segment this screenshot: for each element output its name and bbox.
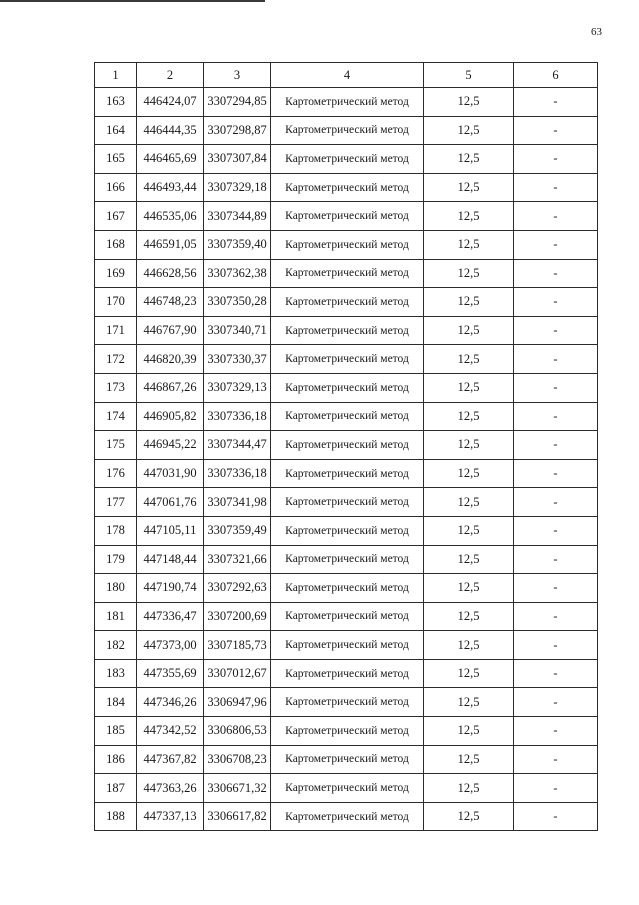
table-row: [95, 659, 598, 688]
x-coordinate-cell: 446748,23: [137, 288, 204, 317]
note-cell: -: [514, 459, 598, 488]
method-cell: Картометрический метод: [271, 88, 424, 117]
page-number: 63: [591, 26, 602, 38]
coordinates-table: [94, 62, 598, 831]
accuracy-cell: 12,5: [424, 288, 514, 317]
note-cell: -: [514, 745, 598, 774]
point-number-cell: 163: [95, 88, 137, 117]
accuracy-cell: 12,5: [424, 345, 514, 374]
y-coordinate-cell: 3307336,18: [204, 402, 271, 431]
table-row: [95, 688, 598, 717]
table-row: [95, 402, 598, 431]
x-coordinate-cell: 446867,26: [137, 373, 204, 402]
accuracy-cell: 12,5: [424, 774, 514, 803]
note-cell: -: [514, 202, 598, 231]
table-row: [95, 545, 598, 574]
y-coordinate-cell: 3306617,82: [204, 802, 271, 831]
y-coordinate-cell: 3307362,38: [204, 259, 271, 288]
method-cell: Картометрический метод: [271, 316, 424, 345]
x-coordinate-cell: 447373,00: [137, 631, 204, 660]
y-coordinate-cell: 3307330,37: [204, 345, 271, 374]
table-row: [95, 802, 598, 831]
x-coordinate-cell: 447363,26: [137, 774, 204, 803]
table-row: [95, 288, 598, 317]
y-coordinate-cell: 3307329,13: [204, 373, 271, 402]
x-coordinate-cell: 447061,76: [137, 488, 204, 517]
table-row: [95, 145, 598, 174]
table-body: [95, 88, 598, 831]
y-coordinate-cell: 3307329,18: [204, 173, 271, 202]
x-coordinate-cell: 446945,22: [137, 431, 204, 460]
note-cell: -: [514, 116, 598, 145]
accuracy-cell: 12,5: [424, 316, 514, 345]
note-cell: -: [514, 717, 598, 746]
method-cell: Картометрический метод: [271, 431, 424, 460]
accuracy-cell: 12,5: [424, 459, 514, 488]
note-cell: -: [514, 316, 598, 345]
header-cell-3: 3: [204, 63, 271, 88]
y-coordinate-cell: 3307350,28: [204, 288, 271, 317]
method-cell: Картометрический метод: [271, 345, 424, 374]
accuracy-cell: 12,5: [424, 745, 514, 774]
method-cell: Картометрический метод: [271, 116, 424, 145]
accuracy-cell: 12,5: [424, 545, 514, 574]
table-row: [95, 173, 598, 202]
accuracy-cell: 12,5: [424, 488, 514, 517]
y-coordinate-cell: 3307292,63: [204, 574, 271, 603]
point-number-cell: 164: [95, 116, 137, 145]
header-cell-2: 2: [137, 63, 204, 88]
table-row: [95, 373, 598, 402]
method-cell: Картометрический метод: [271, 659, 424, 688]
x-coordinate-cell: 447105,11: [137, 516, 204, 545]
point-number-cell: 172: [95, 345, 137, 374]
x-coordinate-cell: 446820,39: [137, 345, 204, 374]
x-coordinate-cell: 447031,90: [137, 459, 204, 488]
note-cell: -: [514, 545, 598, 574]
method-cell: Картометрический метод: [271, 173, 424, 202]
method-cell: Картометрический метод: [271, 202, 424, 231]
method-cell: Картометрический метод: [271, 402, 424, 431]
accuracy-cell: 12,5: [424, 116, 514, 145]
method-cell: Картометрический метод: [271, 373, 424, 402]
accuracy-cell: 12,5: [424, 230, 514, 259]
y-coordinate-cell: 3307294,85: [204, 88, 271, 117]
method-cell: Картометрический метод: [271, 459, 424, 488]
table-row: [95, 516, 598, 545]
note-cell: -: [514, 574, 598, 603]
table-header: [95, 63, 598, 88]
note-cell: -: [514, 345, 598, 374]
table-row: [95, 202, 598, 231]
x-coordinate-cell: 447367,82: [137, 745, 204, 774]
table-row: [95, 774, 598, 803]
y-coordinate-cell: 3306947,96: [204, 688, 271, 717]
accuracy-cell: 12,5: [424, 688, 514, 717]
method-cell: Картометрический метод: [271, 288, 424, 317]
note-cell: -: [514, 688, 598, 717]
accuracy-cell: 12,5: [424, 373, 514, 402]
point-number-cell: 169: [95, 259, 137, 288]
y-coordinate-cell: 3307341,98: [204, 488, 271, 517]
x-coordinate-cell: 447336,47: [137, 602, 204, 631]
point-number-cell: 185: [95, 717, 137, 746]
x-coordinate-cell: 446905,82: [137, 402, 204, 431]
method-cell: Картометрический метод: [271, 602, 424, 631]
point-number-cell: 188: [95, 802, 137, 831]
header-cell-6: 6: [514, 63, 598, 88]
note-cell: -: [514, 288, 598, 317]
method-cell: Картометрический метод: [271, 488, 424, 517]
accuracy-cell: 12,5: [424, 259, 514, 288]
note-cell: -: [514, 145, 598, 174]
accuracy-cell: 12,5: [424, 516, 514, 545]
point-number-cell: 167: [95, 202, 137, 231]
accuracy-cell: 12,5: [424, 631, 514, 660]
x-coordinate-cell: 446444,35: [137, 116, 204, 145]
y-coordinate-cell: 3307321,66: [204, 545, 271, 574]
accuracy-cell: 12,5: [424, 88, 514, 117]
table-row: [95, 88, 598, 117]
note-cell: -: [514, 173, 598, 202]
method-cell: Картометрический метод: [271, 631, 424, 660]
point-number-cell: 173: [95, 373, 137, 402]
accuracy-cell: 12,5: [424, 574, 514, 603]
x-coordinate-cell: 446628,56: [137, 259, 204, 288]
method-cell: Картометрический метод: [271, 745, 424, 774]
point-number-cell: 182: [95, 631, 137, 660]
note-cell: -: [514, 259, 598, 288]
method-cell: Картометрический метод: [271, 774, 424, 803]
y-coordinate-cell: 3307185,73: [204, 631, 271, 660]
point-number-cell: 168: [95, 230, 137, 259]
table-row: [95, 345, 598, 374]
note-cell: -: [514, 88, 598, 117]
table-row: [95, 431, 598, 460]
note-cell: -: [514, 373, 598, 402]
method-cell: Картометрический метод: [271, 717, 424, 746]
y-coordinate-cell: 3306806,53: [204, 717, 271, 746]
y-coordinate-cell: 3307012,67: [204, 659, 271, 688]
x-coordinate-cell: 447337,13: [137, 802, 204, 831]
table-row: [95, 717, 598, 746]
table-row: [95, 116, 598, 145]
y-coordinate-cell: 3307307,84: [204, 145, 271, 174]
x-coordinate-cell: 447148,44: [137, 545, 204, 574]
point-number-cell: 179: [95, 545, 137, 574]
y-coordinate-cell: 3307359,40: [204, 230, 271, 259]
x-coordinate-cell: 446767,90: [137, 316, 204, 345]
point-number-cell: 171: [95, 316, 137, 345]
point-number-cell: 175: [95, 431, 137, 460]
accuracy-cell: 12,5: [424, 602, 514, 631]
y-coordinate-cell: 3307340,71: [204, 316, 271, 345]
note-cell: -: [514, 602, 598, 631]
header-cell-5: 5: [424, 63, 514, 88]
note-cell: -: [514, 631, 598, 660]
header-cell-1: 1: [95, 63, 137, 88]
method-cell: Картометрический метод: [271, 145, 424, 174]
note-cell: -: [514, 488, 598, 517]
note-cell: -: [514, 802, 598, 831]
accuracy-cell: 12,5: [424, 173, 514, 202]
note-cell: -: [514, 516, 598, 545]
x-coordinate-cell: 447355,69: [137, 659, 204, 688]
x-coordinate-cell: 446591,05: [137, 230, 204, 259]
x-coordinate-cell: 447190,74: [137, 574, 204, 603]
table-row: [95, 745, 598, 774]
point-number-cell: 187: [95, 774, 137, 803]
method-cell: Картометрический метод: [271, 516, 424, 545]
note-cell: -: [514, 431, 598, 460]
y-coordinate-cell: 3307344,47: [204, 431, 271, 460]
point-number-cell: 184: [95, 688, 137, 717]
x-coordinate-cell: 446535,06: [137, 202, 204, 231]
method-cell: Картометрический метод: [271, 230, 424, 259]
point-number-cell: 176: [95, 459, 137, 488]
table-row: [95, 459, 598, 488]
accuracy-cell: 12,5: [424, 717, 514, 746]
table-row: [95, 488, 598, 517]
point-number-cell: 165: [95, 145, 137, 174]
method-cell: Картометрический метод: [271, 545, 424, 574]
y-coordinate-cell: 3306708,23: [204, 745, 271, 774]
x-coordinate-cell: 446465,69: [137, 145, 204, 174]
point-number-cell: 178: [95, 516, 137, 545]
method-cell: Картометрический метод: [271, 688, 424, 717]
x-coordinate-cell: 446424,07: [137, 88, 204, 117]
accuracy-cell: 12,5: [424, 145, 514, 174]
point-number-cell: 181: [95, 602, 137, 631]
method-cell: Картометрический метод: [271, 574, 424, 603]
table-row: [95, 602, 598, 631]
note-cell: -: [514, 230, 598, 259]
accuracy-cell: 12,5: [424, 802, 514, 831]
table-row: [95, 631, 598, 660]
y-coordinate-cell: 3307298,87: [204, 116, 271, 145]
x-coordinate-cell: 447346,26: [137, 688, 204, 717]
top-rule: [0, 0, 265, 2]
note-cell: -: [514, 774, 598, 803]
accuracy-cell: 12,5: [424, 402, 514, 431]
note-cell: -: [514, 402, 598, 431]
x-coordinate-cell: 447342,52: [137, 717, 204, 746]
accuracy-cell: 12,5: [424, 659, 514, 688]
point-number-cell: 174: [95, 402, 137, 431]
accuracy-cell: 12,5: [424, 431, 514, 460]
y-coordinate-cell: 3307359,49: [204, 516, 271, 545]
note-cell: -: [514, 659, 598, 688]
table-row: [95, 316, 598, 345]
y-coordinate-cell: 3306671,32: [204, 774, 271, 803]
x-coordinate-cell: 446493,44: [137, 173, 204, 202]
table-row: [95, 230, 598, 259]
point-number-cell: 186: [95, 745, 137, 774]
method-cell: Картометрический метод: [271, 802, 424, 831]
accuracy-cell: 12,5: [424, 202, 514, 231]
header-row: [95, 63, 598, 88]
point-number-cell: 183: [95, 659, 137, 688]
point-number-cell: 170: [95, 288, 137, 317]
method-cell: Картометрический метод: [271, 259, 424, 288]
header-cell-4: 4: [271, 63, 424, 88]
table-row: [95, 259, 598, 288]
table-row: [95, 574, 598, 603]
y-coordinate-cell: 3307336,18: [204, 459, 271, 488]
y-coordinate-cell: 3307344,89: [204, 202, 271, 231]
y-coordinate-cell: 3307200,69: [204, 602, 271, 631]
point-number-cell: 177: [95, 488, 137, 517]
point-number-cell: 180: [95, 574, 137, 603]
point-number-cell: 166: [95, 173, 137, 202]
